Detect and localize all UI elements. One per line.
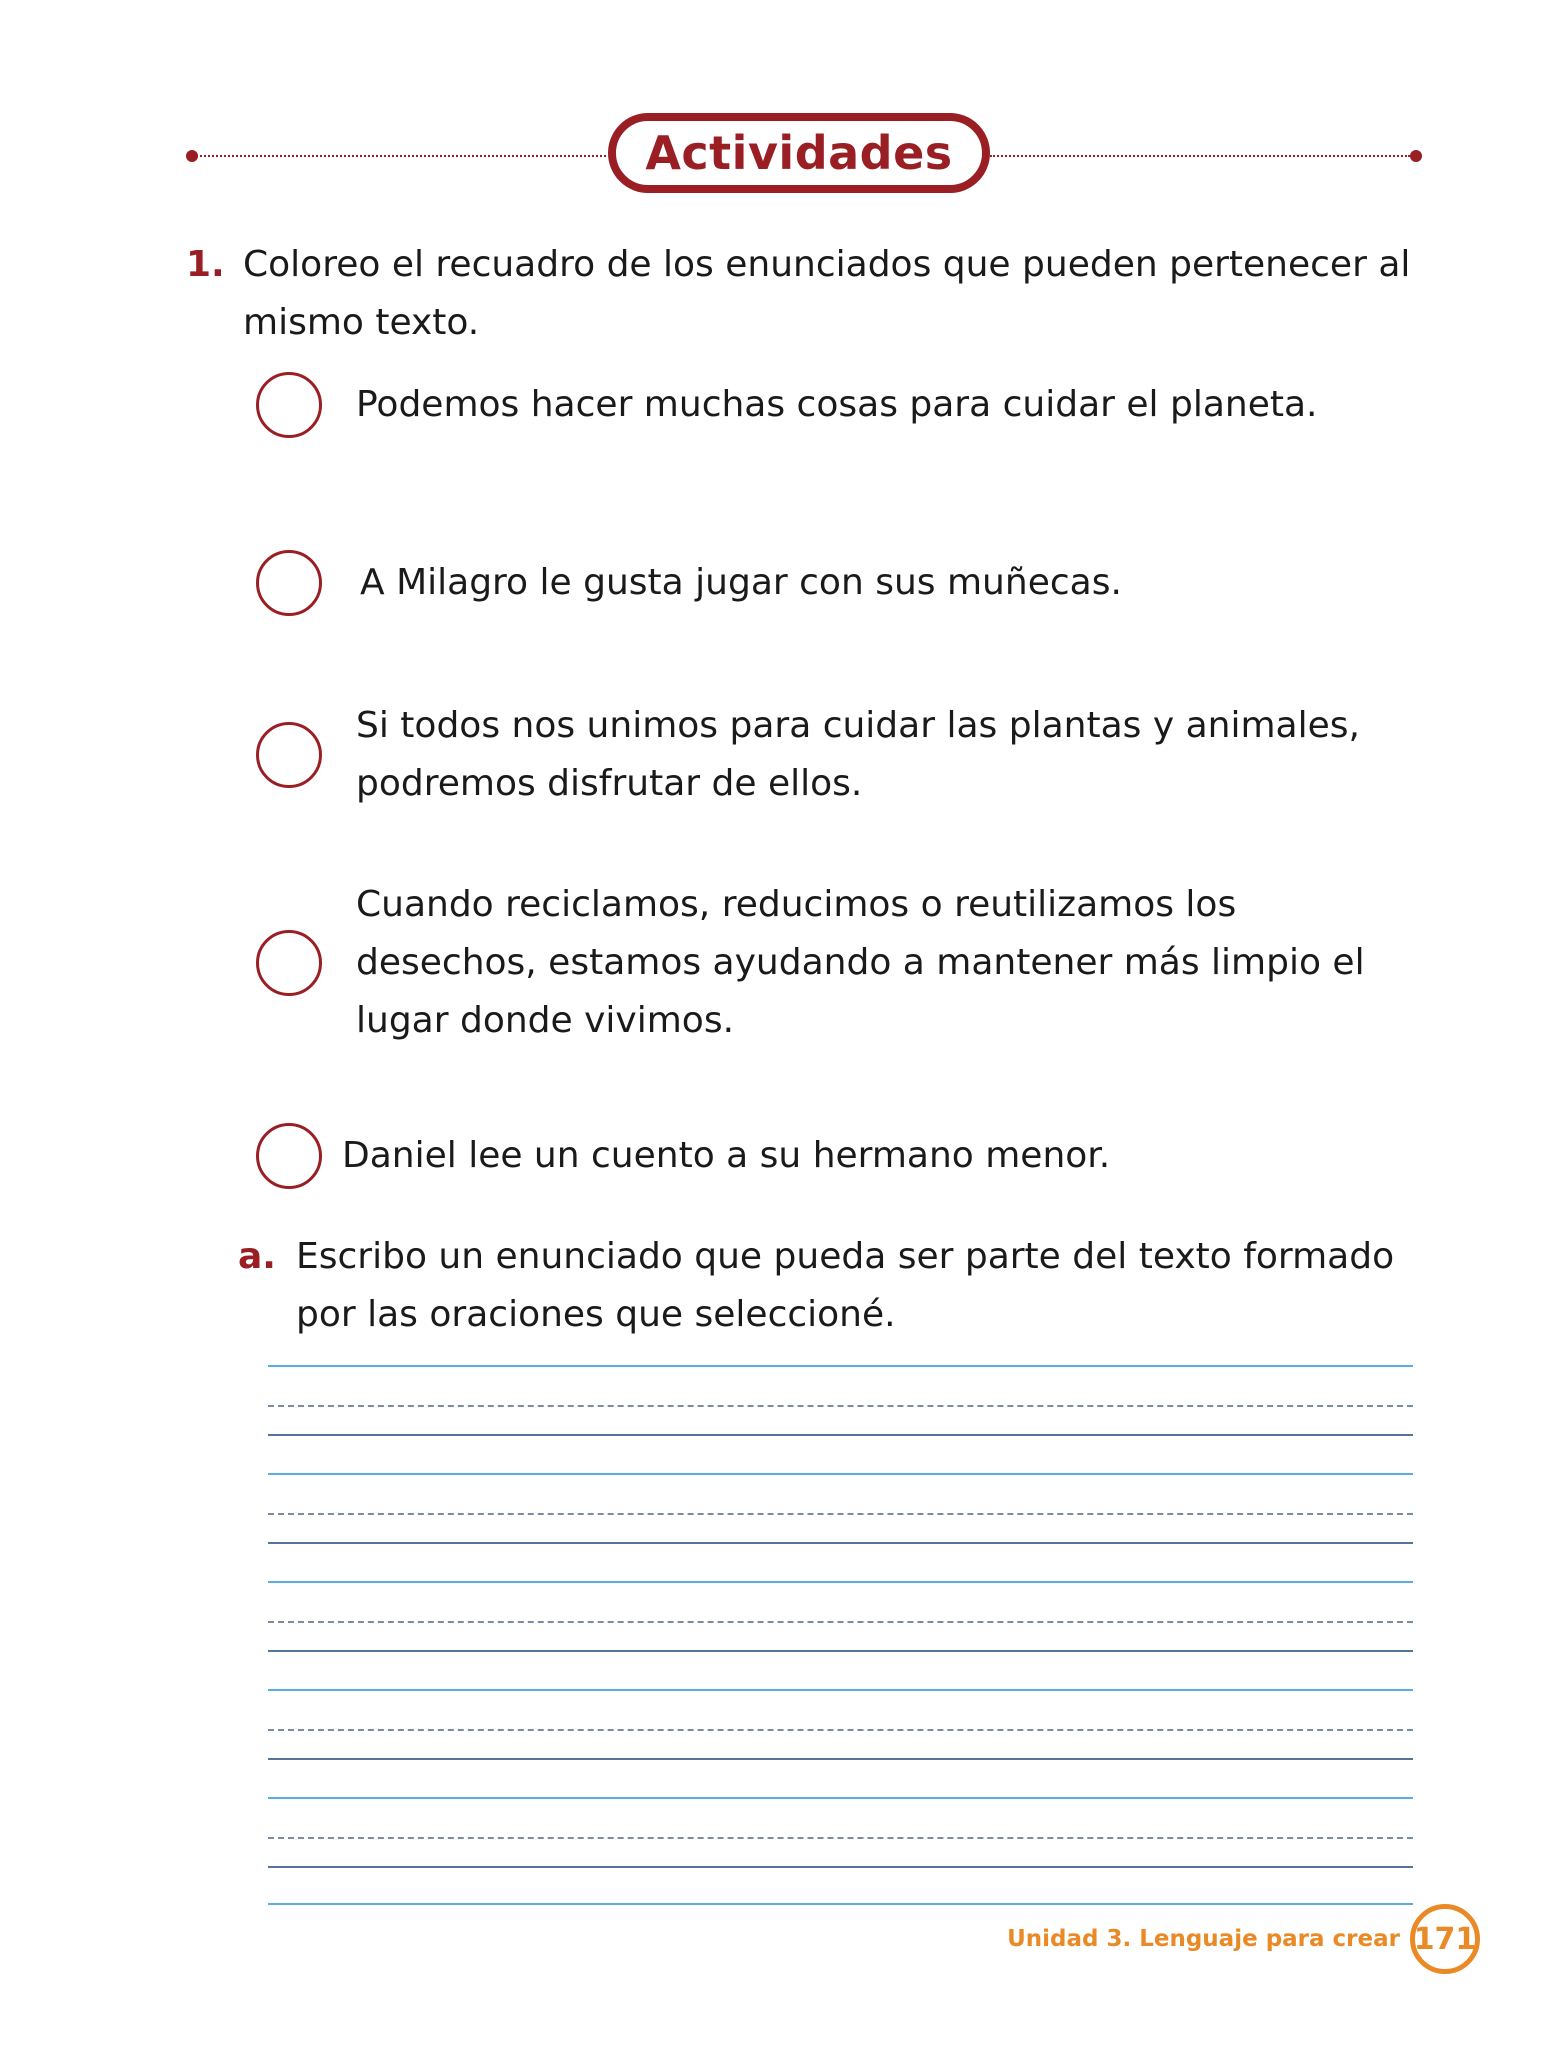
writing-line-mid <box>268 1513 1413 1515</box>
writing-line-mid <box>268 1405 1413 1407</box>
activity-number: 1. <box>186 244 225 285</box>
writing-area[interactable] <box>268 1365 1413 1905</box>
option-checkbox-circle[interactable] <box>256 1123 322 1189</box>
option-text: Daniel lee un cuento a su hermano menor. <box>342 1135 1111 1176</box>
writing-line-base <box>268 1650 1413 1652</box>
page-number-badge <box>1410 1904 1480 1974</box>
section-title-badge <box>608 113 990 193</box>
option-checkbox-circle[interactable] <box>256 372 322 438</box>
writing-line-top <box>268 1797 1413 1799</box>
subtask-instruction-text: Escribo un enunciado que pueda ser parte del texto formado por las oraciones que seleccioné. <box>296 1236 1395 1335</box>
section-title: Actividades <box>645 126 953 180</box>
option-text: Cuando reciclamos, reducimos o reutilizamos los desechos, estamos ayudando a mantener más limpio el lugar donde vivimos. <box>356 884 1365 1041</box>
writing-line-base <box>268 1866 1413 1868</box>
option-item <box>256 372 1436 438</box>
option-item <box>256 1123 1436 1189</box>
writing-line-mid <box>268 1837 1413 1839</box>
header-divider-left <box>196 155 606 157</box>
unit-label: Unidad 3. Lenguaje para crear <box>1007 1926 1400 1952</box>
option-checkbox-circle[interactable] <box>256 722 322 788</box>
option-text: Si todos nos unimos para cuidar las plantas y animales, podremos disfrutar de ellos. <box>356 705 1360 804</box>
option-checkbox-circle[interactable] <box>256 550 322 616</box>
option-item <box>256 550 1436 616</box>
header-divider-right <box>990 155 1410 157</box>
option-text: A Milagro le gusta jugar con sus muñecas. <box>360 562 1122 603</box>
writing-line-base <box>268 1542 1413 1544</box>
writing-line-base <box>268 1434 1413 1436</box>
option-text: Podemos hacer muchas cosas para cuidar el planeta. <box>356 384 1318 425</box>
subtask-instruction <box>238 1228 1438 1344</box>
activity-instruction <box>186 236 1426 352</box>
header-dot-right <box>1410 150 1422 162</box>
page-number: 171 <box>1413 1921 1477 1957</box>
page-footer <box>1007 1904 1480 1974</box>
writing-line-top <box>268 1581 1413 1583</box>
option-item <box>256 697 1436 813</box>
subtask-letter: a. <box>238 1236 276 1277</box>
option-item <box>256 876 1436 1050</box>
writing-line-base <box>268 1758 1413 1760</box>
activity-instruction-text: Coloreo el recuadro de los enunciados que pueden pertenecer al mismo texto. <box>243 244 1411 343</box>
option-checkbox-circle[interactable] <box>256 930 322 996</box>
writing-line-mid <box>268 1729 1413 1731</box>
writing-line-top <box>268 1365 1413 1367</box>
writing-line-mid <box>268 1621 1413 1623</box>
writing-line-top <box>268 1689 1413 1691</box>
writing-line-top <box>268 1473 1413 1475</box>
